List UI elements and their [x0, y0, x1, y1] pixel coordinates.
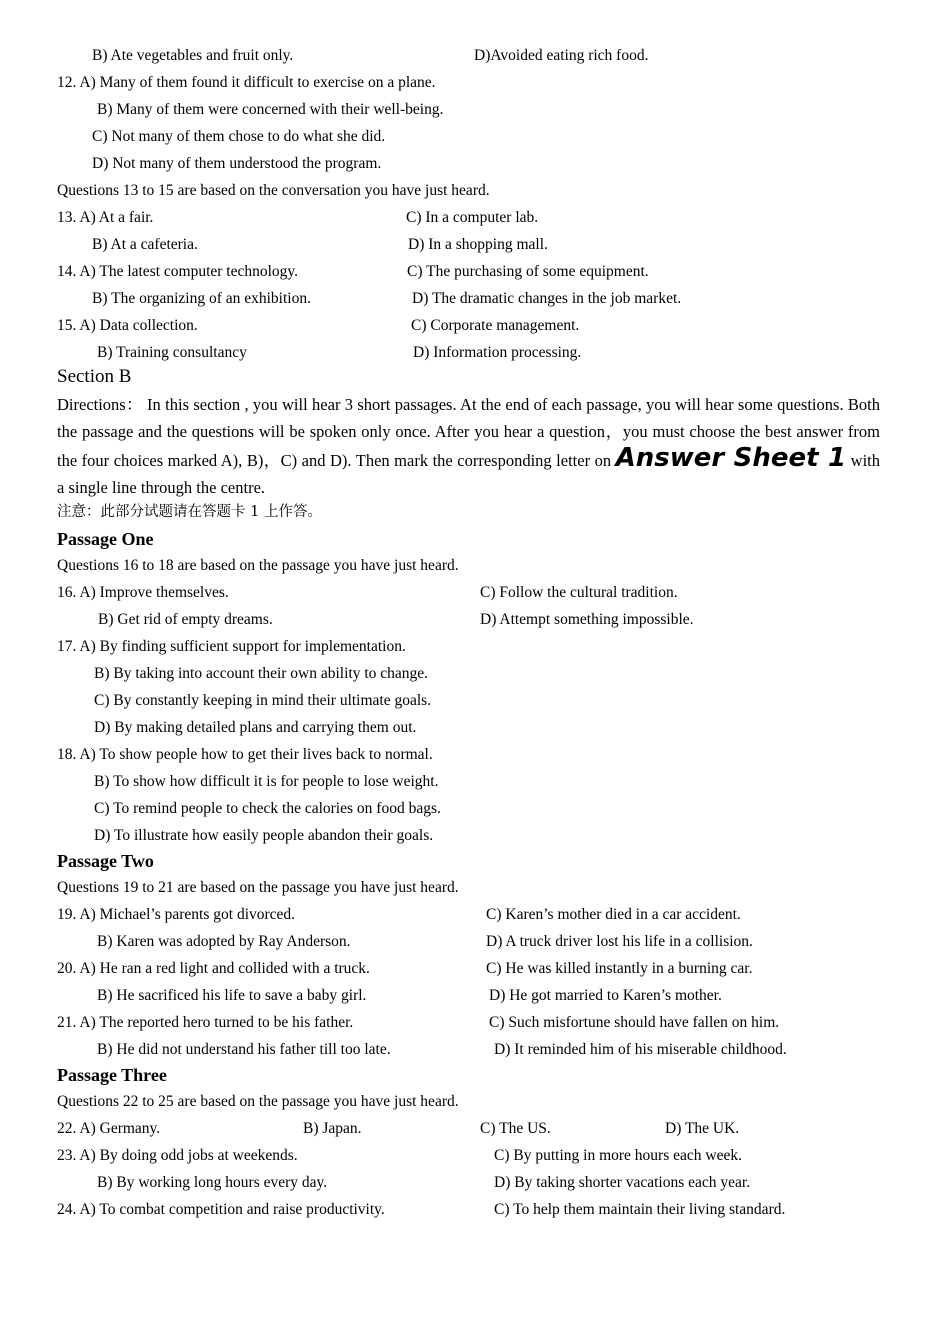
section-b-title: Section B [57, 366, 132, 387]
question-16-b: B) Get rid of empty dreams. [98, 611, 273, 628]
question-21-d: D) It reminded him of his miserable childhood. [494, 1041, 787, 1058]
answer-sheet-note: 注意：此部分试题请在答题卡 1 上作答。 [57, 504, 322, 520]
option-11d: D)Avoided eating rich food. [474, 47, 649, 64]
passage-two-title: Passage Two [57, 851, 154, 871]
question-23-a: 23. A) By doing odd jobs at weekends. [57, 1147, 298, 1164]
question-18-c: C) To remind people to check the calories on food bags. [94, 800, 441, 817]
questions-13-15-intro: Questions 13 to 15 are based on the conversation you have just heard. [57, 182, 490, 199]
passage-three-intro: Questions 22 to 25 are based on the passage you have just heard. [57, 1093, 459, 1110]
question-20-b: B) He sacrificed his life to save a baby girl. [97, 987, 367, 1004]
question-20-a: 20. A) He ran a red light and collided with a truck. [57, 960, 370, 977]
question-15-c: C) Corporate management. [411, 317, 580, 334]
question-19-a: 19. A) Michael’s parents got divorced. [57, 906, 296, 923]
question-12-c: C) Not many of them chose to do what she did. [92, 128, 386, 145]
question-22-c: C) The US. [480, 1120, 551, 1137]
question-21-a: 21. A) The reported hero turned to be his father. [57, 1014, 354, 1031]
passage-three-title: Passage Three [57, 1065, 167, 1085]
question-18-a: 18. A) To show people how to get their lives back to normal. [57, 746, 433, 763]
question-14-b: B) The organizing of an exhibition. [92, 290, 311, 307]
question-15-b: B) Training consultancy [97, 344, 247, 361]
question-20-c: C) He was killed instantly in a burning car. [486, 960, 753, 977]
question-19-c: C) Karen’s mother died in a car accident. [486, 906, 741, 923]
question-19-b: B) Karen was adopted by Ray Anderson. [97, 933, 351, 950]
question-12-d: D) Not many of them understood the program. [92, 155, 382, 172]
question-16-d: D) Attempt something impossible. [480, 611, 694, 628]
question-21-b: B) He did not understand his father till too late. [97, 1041, 391, 1058]
passage-one-intro: Questions 16 to 18 are based on the passage you have just heard. [57, 557, 459, 574]
question-15-d: D) Information processing. [413, 344, 582, 361]
question-12-a: 12. A) Many of them found it difficult to exercise on a plane. [57, 74, 436, 91]
option-11b: B) Ate vegetables and fruit only. [92, 47, 294, 64]
question-14-a: 14. A) The latest computer technology. [57, 263, 299, 280]
section-b-directions [57, 391, 880, 501]
question-14-d: D) The dramatic changes in the job market. [412, 290, 682, 307]
question-22-d: D) The UK. [665, 1120, 740, 1137]
question-18-b: B) To show how difficult it is for people to lose weight. [94, 773, 439, 790]
question-18-d: D) To illustrate how easily people abandon their goals. [94, 827, 434, 844]
question-23-c: C) By putting in more hours each week. [494, 1147, 742, 1164]
question-19-d: D) A truck driver lost his life in a collision. [486, 933, 753, 950]
question-22-b: B) Japan. [303, 1120, 362, 1137]
passage-one-title: Passage One [57, 529, 154, 549]
question-23-d: D) By taking shorter vacations each year. [494, 1174, 751, 1191]
question-24-a: 24. A) To combat competition and raise productivity. [57, 1201, 385, 1218]
question-17-a: 17. A) By finding sufficient support for implementation. [57, 638, 406, 655]
directions-text: In this section , you will hear 3 short passages. At the end of each passage, you will hear some questions. Both the passage and the questions will be spoken only once. After you hear a question，you must choose the best answer from the four choices marked A), B)，C) and D). Then mark the corresponding letter on [57, 395, 881, 470]
question-20-d: D) He got married to Karen’s mother. [489, 987, 722, 1004]
question-17-c: C) By constantly keeping in mind their ultimate goals. [94, 692, 432, 709]
question-24-c: C) To help them maintain their living standard. [494, 1201, 786, 1218]
question-17-b: B) By taking into account their own ability to change. [94, 665, 429, 682]
question-22-a: 22. A) Germany. [57, 1120, 161, 1137]
question-17-d: D) By making detailed plans and carrying them out. [94, 719, 417, 736]
passage-two-intro: Questions 19 to 21 are based on the passage you have just heard. [57, 879, 459, 896]
question-21-c: C) Such misfortune should have fallen on him. [489, 1014, 780, 1031]
question-14-c: C) The purchasing of some equipment. [407, 263, 649, 280]
question-16-c: C) Follow the cultural tradition. [480, 584, 678, 601]
question-13-d: D) In a shopping mall. [408, 236, 548, 253]
question-16-a: 16. A) Improve themselves. [57, 584, 229, 601]
question-23-b: B) By working long hours every day. [97, 1174, 328, 1191]
question-15-a: 15. A) Data collection. [57, 317, 198, 334]
question-13-a: 13. A) At a fair. [57, 209, 154, 226]
question-13-b: B) At a cafeteria. [92, 236, 198, 253]
directions-label: Directions： [57, 395, 143, 414]
question-12-b: B) Many of them were concerned with their well-being. [97, 101, 444, 118]
directions-end: with a single line through the centre. [57, 451, 880, 497]
answer-sheet-label: Answer Sheet 1 [615, 443, 847, 473]
question-13-c: C) In a computer lab. [406, 209, 539, 226]
